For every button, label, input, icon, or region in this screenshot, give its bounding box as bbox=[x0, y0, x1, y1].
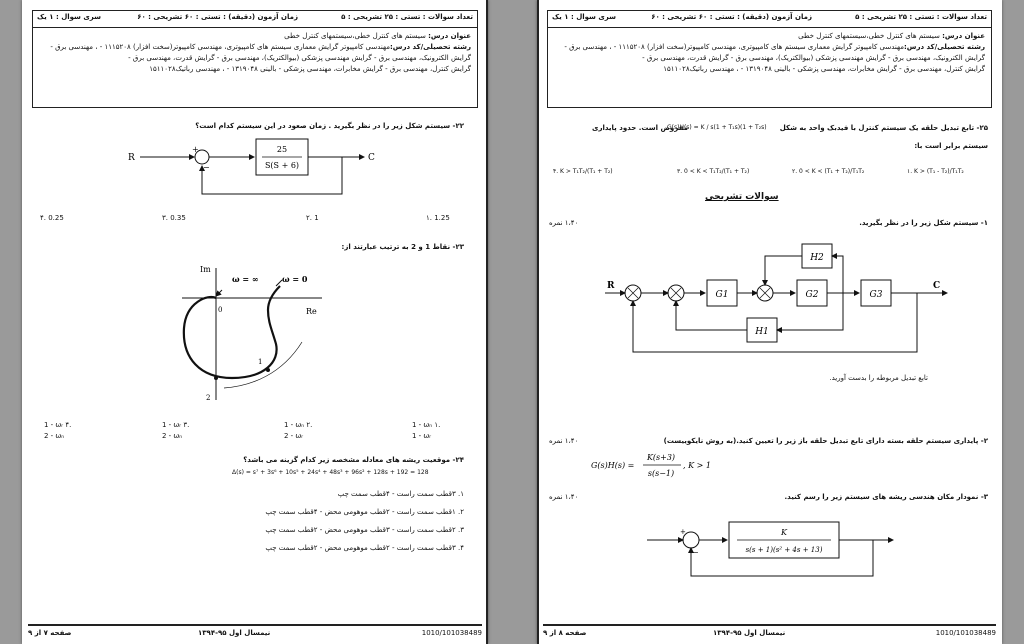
d3-score: ۱،۴۰ نمره bbox=[549, 493, 579, 501]
q22-option-4[interactable]: ۴. 0.25 bbox=[40, 214, 64, 222]
question-22: ۲۲- سیستم شکل زیر را در نظر بگیرید . زمان صعود در این سیستم کدام است؟ bbox=[195, 122, 464, 130]
q25-option-4[interactable]: ۴. K > T₁T₂/(T₁ + T₂) bbox=[553, 168, 613, 175]
svg-text:K(s+3): K(s+3) bbox=[646, 453, 676, 462]
course-value: سیستم های کنترل خطی،سیستمهای کنترل خطی bbox=[798, 32, 940, 40]
page-footer bbox=[543, 624, 996, 640]
question-count: تعداد سوالات : تستی : ۲۵ تشریحی : ۵ bbox=[341, 13, 473, 21]
q23-option-3[interactable]: 1 - ωᵣ ۳. 2 - ωₙ bbox=[162, 421, 190, 440]
q22-input-label: R bbox=[128, 153, 135, 163]
q23-nyquist-plot bbox=[172, 258, 332, 408]
tangent-circle-arc bbox=[224, 342, 302, 388]
point-1-label: 1 bbox=[258, 358, 263, 366]
footer-code: 1010/101038489 bbox=[935, 629, 996, 637]
major-line-1: مهندسی کامپیوتر گرایش معماری سیستم های کامپیوتری، مهندسی کامپیوتر(سخت افزار) ۱۱۱۵۲۰۸ - ، مهندسی برق - bbox=[564, 43, 904, 51]
section-title-descriptive: سوالات تشریحی bbox=[705, 192, 779, 202]
d3-denominator: s(s + 1)(s² + 4s + 13) bbox=[745, 546, 823, 554]
major-label: رشته تحصیلی/کد درس: bbox=[903, 43, 985, 51]
svg-text:G(s)H(s) =: G(s)H(s) = bbox=[591, 461, 635, 470]
d1-score: ۱،۴۰ نمره bbox=[549, 219, 579, 227]
d2-transfer-function bbox=[589, 448, 719, 482]
block-h2-label: H2 bbox=[810, 253, 824, 263]
major-line-1: مهندسی کامپیوتر گرایش معماری سیستم های کامپیوتری، مهندسی کامپیوتر(سخت افزار) ۱۱۱۵۲۰۸ - ، مهندسی برق - bbox=[50, 43, 390, 51]
q24-option-4[interactable]: ۴. ۳قطب سمت راست - ۲قطب موهومی محض - ۲قطب سمت چپ bbox=[265, 544, 464, 552]
question-25-part-b: مفروض است. حدود پایداری bbox=[592, 124, 688, 132]
exam-time: زمان آزمون (دقیقه) : تستی : ۶۰ تشریحی : ۶۰ bbox=[137, 13, 298, 21]
question-series: سری سوال : ۱ یک bbox=[37, 13, 102, 21]
q25-option-2[interactable]: ۲. 0 < K < (T₁ + T₂)/T₁T₂ bbox=[792, 168, 865, 175]
question-25-part-c: سیستم برابر است با: bbox=[914, 142, 988, 150]
exam-page-left bbox=[22, 0, 488, 644]
exam-page-right bbox=[537, 0, 1002, 644]
q22-option-3[interactable]: ۳. 0.35 bbox=[162, 214, 186, 222]
question-23: ۲۳- نقاط 1 و 2 به ترتیب عبارتند از: bbox=[341, 243, 464, 251]
course-label: عنوان درس: bbox=[428, 32, 471, 40]
q24-option-3[interactable]: ۳. ۲قطب سمت راست - ۳قطب موهومی محض - ۲قطب سمت چپ bbox=[265, 526, 464, 534]
q24-option-1[interactable]: ۱. ۳قطب سمت راست - ۴قطب سمت چپ bbox=[337, 490, 464, 498]
q22-output-label: C bbox=[368, 153, 375, 163]
nyquist-curve bbox=[184, 286, 280, 378]
course-value: سیستم های کنترل خطی،سیستمهای کنترل خطی bbox=[284, 32, 426, 40]
imag-axis-label: Im bbox=[200, 265, 211, 274]
footer-code: 1010/101038489 bbox=[421, 629, 482, 637]
page-edge-bar bbox=[486, 0, 488, 644]
d2-score: ۱،۴۰ نمره bbox=[549, 437, 579, 445]
q23-option-1[interactable]: 1 - ωₙ ۱. 1 - ωᵣ bbox=[412, 421, 441, 440]
major-line-2: گرایش الکترونیک، مهندسی برق - گرایش مهندسی پزشکی (بیوالکتریک)، مهندسی برق - گرایش قدرت، مهندسی برق - bbox=[642, 54, 985, 62]
exam-header bbox=[547, 10, 992, 108]
q25-transfer-function: G(s)H(s) = K / s(1 + T₁s)(1 + T₂s) bbox=[667, 124, 767, 131]
course-label: عنوان درس: bbox=[942, 32, 985, 40]
origin-label: 0 bbox=[218, 306, 223, 314]
point-2-label: 2 bbox=[206, 394, 211, 402]
d3-numerator: K bbox=[781, 528, 787, 537]
d1-output-label: C bbox=[933, 281, 941, 291]
d3-block-diagram bbox=[647, 516, 897, 588]
omega-infinity-label: ω = ∞ bbox=[232, 274, 259, 284]
q22-plus-sign: + bbox=[192, 145, 199, 154]
q23-option-2[interactable]: 1 - ωₙ ۲. 2 - ωᵣ bbox=[284, 421, 313, 440]
d1-block-diagram bbox=[597, 240, 967, 358]
real-axis-label: Re bbox=[306, 307, 317, 316]
d3-minus-sign: − bbox=[692, 548, 699, 557]
omega-zero-label: ω = 0 bbox=[282, 274, 308, 284]
block-h1-label: H1 bbox=[755, 327, 769, 337]
question-25-part-a: ۲۵- تابع تبدیل حلقه یک سیستم کنترل با فیدبک واحد به شکل bbox=[779, 124, 988, 132]
block-g1-label: G1 bbox=[715, 290, 729, 300]
header-divider bbox=[33, 27, 477, 28]
q22-block-diagram bbox=[122, 136, 382, 206]
d1-ask: تابع تبدیل مربوطه را بدست آورید. bbox=[829, 374, 928, 382]
point-1-marker bbox=[266, 368, 270, 372]
block-g2-label: G2 bbox=[805, 290, 819, 300]
page-edge-bar bbox=[537, 0, 539, 644]
q24-characteristic-equation: Δ(s) = s⁷ + 3s⁶ + 10s⁵ + 24s⁴ + 48s³ + 96s² + 128s + 192 = 128 bbox=[232, 469, 429, 476]
q23-option-4[interactable]: 1 - ωᵣ ۴. 2 - ωₙ bbox=[44, 421, 72, 440]
footer-term: نیمسال اول ۹۵-۱۳۹۴ bbox=[713, 629, 786, 637]
question-count: تعداد سوالات : تستی : ۲۵ تشریحی : ۵ bbox=[855, 13, 987, 21]
footer-page-number: صفحه ۷ از ۹ bbox=[28, 629, 72, 637]
point-2-marker bbox=[214, 376, 218, 380]
question-series: سری سوال : ۱ یک bbox=[552, 13, 617, 21]
svg-text:s(s−1): s(s−1) bbox=[647, 469, 675, 478]
major-line-3: گرایش کنترل، مهندسی برق - گرایش مخابرات، مهندسی پزشکی - بالینی ۱۳۱۹۰۴۸ - ، مهندسی رباتیک۱۵۱۱۰۲۸ bbox=[149, 65, 471, 73]
major-line-3: گرایش کنترل، مهندسی برق - گرایش مخابرات، مهندسی پزشکی - بالینی ۱۳۱۹۰۴۸ - ، مهندسی رباتیک۱۵۱۱۰۲۸ bbox=[663, 65, 985, 73]
question-24: ۲۴- موقعیت ریشه های معادله مشخصه زیر کدام گزینه می باشد؟ bbox=[243, 456, 464, 464]
major-label: رشته تحصیلی/کد درس: bbox=[389, 43, 471, 51]
descriptive-question-3: ۳- نمودار مکان هندسی ریشه های سیستم زیر را رسم کنید. bbox=[784, 493, 988, 501]
q25-option-1[interactable]: ۱. K > (T₁ - T₂)/T₁T₂ bbox=[907, 168, 964, 175]
header-divider bbox=[548, 27, 991, 28]
exam-header bbox=[32, 10, 478, 108]
descriptive-question-1: ۱- سیستم شکل زیر را در نظر بگیرید. bbox=[859, 219, 988, 227]
d3-plus-sign: + bbox=[680, 528, 686, 536]
q24-option-2[interactable]: ۲. ۱قطب سمت راست - ۲قطب موهومی محض - ۴قطب سمت چپ bbox=[265, 508, 464, 516]
q22-option-1[interactable]: ۱. 1.25 bbox=[426, 214, 450, 222]
q22-numerator: 25 bbox=[276, 145, 288, 154]
footer-term: نیمسال اول ۹۵-۱۳۹۴ bbox=[198, 629, 271, 637]
q25-option-3[interactable]: ۳. 0 < K < T₁T₂/(T₁ + T₂) bbox=[677, 168, 750, 175]
page-footer bbox=[28, 624, 482, 640]
block-g3-label: G3 bbox=[869, 290, 883, 300]
descriptive-question-2: ۲- پایداری سیستم حلقه بسته دارای تابع تبدیل حلقه باز زیر را تعیین کنید.(به روش نایکوییست) bbox=[663, 437, 988, 445]
q22-minus-sign: − bbox=[203, 163, 210, 172]
exam-time: زمان آزمون (دقیقه) : تستی : ۶۰ تشریحی : ۶۰ bbox=[651, 13, 812, 21]
d1-input-label: R bbox=[607, 281, 615, 291]
major-line-2: گرایش الکترونیک، مهندسی برق - گرایش مهندسی پزشکی (بیوالکتریک)، مهندسی برق - گرایش قدرت، مهندسی برق - bbox=[128, 54, 471, 62]
svg-text:, K > 1: , K > 1 bbox=[683, 461, 711, 470]
footer-page-number: صفحه ۸ از ۹ bbox=[543, 629, 587, 637]
q22-option-2[interactable]: ۲. 1 bbox=[306, 214, 319, 222]
q22-denominator: S(S + 6) bbox=[264, 161, 300, 170]
